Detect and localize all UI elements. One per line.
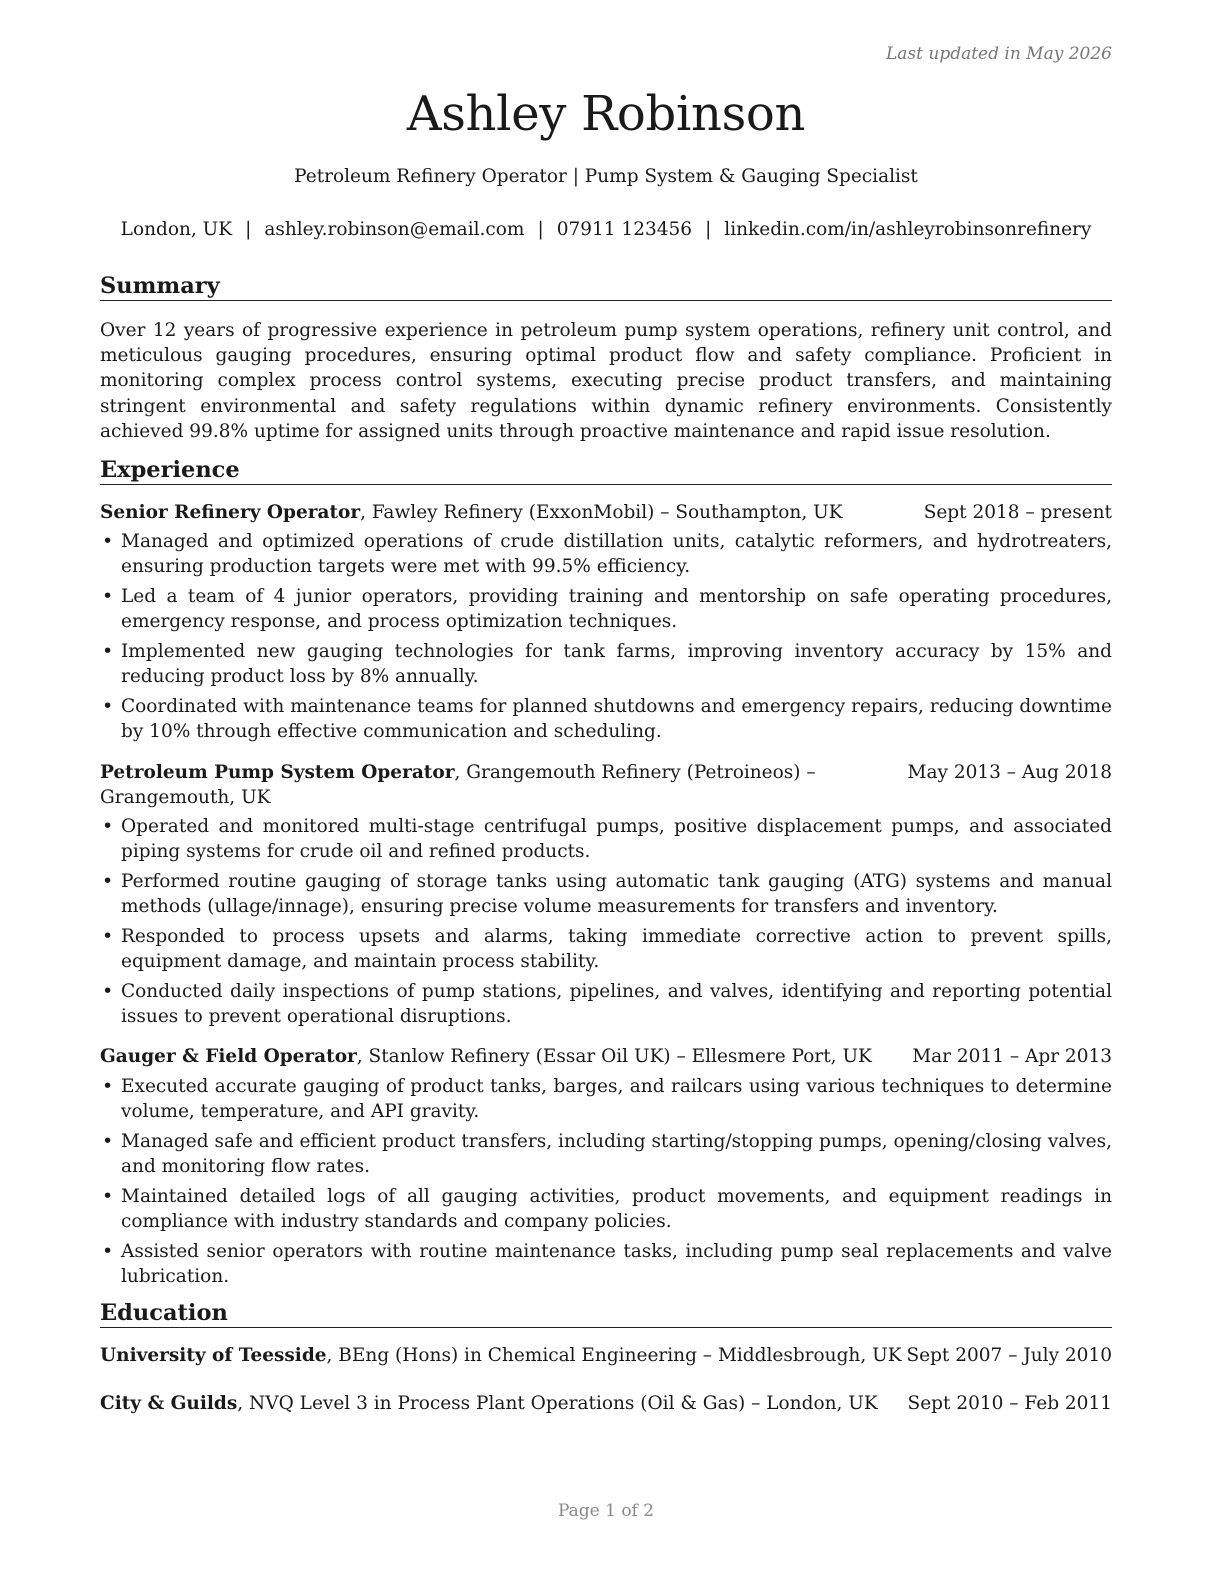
education-school: University of Teesside bbox=[100, 1345, 327, 1366]
job-role: Petroleum Pump System Operator bbox=[100, 761, 455, 783]
job-role: Gauger & Field Operator bbox=[100, 1046, 357, 1068]
contact-phone: 07911 123456 bbox=[556, 219, 693, 240]
contact-location: London, UK bbox=[120, 219, 233, 240]
education-entry bbox=[100, 1391, 1112, 1416]
job-org: , Grangemouth Refinery (Petroineos) – Grangemouth, UK bbox=[100, 761, 816, 808]
job-entry bbox=[100, 1044, 1112, 1289]
job-dates: Mar 2011 – Apr 2013 bbox=[912, 1046, 1112, 1068]
job-entry bbox=[100, 760, 1112, 1030]
education-detail: , NVQ Level 3 in Process Plant Operations (Oil & Gas) – London, UK bbox=[237, 1393, 878, 1415]
job-bullet: • Maintained detailed logs of all gauging activities, product movements, and equipment readings in compliance with industry standards and company policies. bbox=[100, 1184, 1112, 1234]
section-heading-education: Education bbox=[100, 1299, 1112, 1328]
job-header bbox=[100, 760, 1112, 810]
job-bullet: • Operated and monitored multi-stage centrifugal pumps, positive displacement pumps, and associated piping systems for crude oil and refined products. bbox=[100, 814, 1112, 864]
job-org: , Fawley Refinery (ExxonMobil) – Southampton, UK bbox=[360, 502, 843, 523]
education-detail: , BEng (Hons) in Chemical Engineering – Middlesbrough, UK bbox=[326, 1345, 902, 1366]
job-entry bbox=[100, 500, 1112, 745]
education-section bbox=[100, 1299, 1112, 1416]
job-header bbox=[100, 1044, 1112, 1069]
education-dates: Sept 2007 – July 2010 bbox=[906, 1345, 1112, 1366]
contact-separator: | bbox=[245, 219, 252, 240]
job-dates: May 2013 – Aug 2018 bbox=[907, 761, 1112, 783]
job-title-line bbox=[100, 500, 924, 525]
contact-line bbox=[100, 219, 1112, 240]
job-header bbox=[100, 500, 1112, 525]
job-bullets bbox=[100, 814, 1112, 1029]
education-title-line bbox=[100, 1391, 878, 1416]
contact-separator: | bbox=[537, 219, 544, 240]
job-bullet: • Managed and optimized operations of crude distillation units, catalytic reformers, and hydrotreaters, ensuring production targets were met with 99.5% efficiency. bbox=[100, 529, 1112, 579]
job-dates: Sept 2018 – present bbox=[923, 502, 1112, 523]
contact-linkedin[interactable]: linkedin.com/in/ashleyrobinsonrefinery bbox=[724, 219, 1092, 240]
summary-text: Over 12 years of progressive experience in petroleum pump system operations, refinery unit control, and meticulous gauging procedures, ensuring optimal product flow and safety compliance. Proficient in monitoring complex process control systems, executing precise product transfers, and maintaining stringent environmental and safety regulations within dynamic refinery environments. Consistently achieved 99.8% uptime for assigned units through proactive maintenance and rapid issue resolution. bbox=[100, 320, 1112, 442]
candidate-name: Ashley Robinson bbox=[406, 86, 806, 142]
section-heading-summary: Summary bbox=[100, 272, 1112, 301]
job-bullets bbox=[100, 1074, 1112, 1289]
job-bullet: • Led a team of 4 junior operators, providing training and mentorship on safe operating procedures, emergency response, and process optimization techniques. bbox=[100, 584, 1112, 634]
job-bullet: • Managed safe and efficient product transfers, including starting/stopping pumps, opening/closing valves, and monitoring flow rates. bbox=[100, 1129, 1112, 1179]
job-bullet: • Coordinated with maintenance teams for planned shutdowns and emergency repairs, reducing downtime by 10% through effective communication and scheduling. bbox=[100, 694, 1112, 744]
contact-email[interactable]: ashley.robinson@email.com bbox=[264, 219, 525, 240]
page-indicator: Page 1 of 2 bbox=[557, 1501, 655, 1521]
summary-section bbox=[100, 272, 1112, 444]
experience-section bbox=[100, 456, 1112, 1294]
job-org: , Stanlow Refinery (Essar Oil UK) – Ellesmere Port, UK bbox=[356, 1046, 872, 1068]
job-bullet: • Implemented new gauging technologies for tank farms, improving inventory accuracy by 15% and reducing product loss by 8% annually. bbox=[100, 639, 1112, 689]
resume-page bbox=[100, 0, 1112, 1584]
job-bullet: • Conducted daily inspections of pump stations, pipelines, and valves, identifying and reporting potential issues to prevent operational disruptions. bbox=[100, 979, 1112, 1029]
candidate-headline: Petroleum Refinery Operator | Pump System & Gauging Specialist bbox=[294, 166, 918, 187]
education-entry bbox=[100, 1343, 1112, 1368]
education-school: City & Guilds bbox=[100, 1393, 238, 1415]
contact-separator: | bbox=[705, 219, 712, 240]
job-bullet: • Responded to process upsets and alarms, taking immediate corrective action to prevent spills, equipment damage, and maintain process stability. bbox=[100, 924, 1112, 974]
job-bullet: • Assisted senior operators with routine maintenance tasks, including pump seal replacements and valve lubrication. bbox=[100, 1239, 1112, 1289]
job-title-line bbox=[100, 760, 908, 810]
education-dates: Sept 2010 – Feb 2011 bbox=[907, 1393, 1112, 1415]
job-bullet: • Performed routine gauging of storage tanks using automatic tank gauging (ATG) systems and manual methods (ullage/innage), ensuring precise volume measurements for transfers and inventory. bbox=[100, 869, 1112, 919]
job-bullets bbox=[100, 529, 1112, 744]
education-title-line bbox=[100, 1343, 902, 1368]
job-role: Senior Refinery Operator bbox=[100, 502, 361, 523]
job-title-line bbox=[100, 1044, 912, 1069]
job-bullet: • Executed accurate gauging of product tanks, barges, and railcars using various techniques to determine volume, temperature, and API gravity. bbox=[100, 1074, 1112, 1124]
last-updated-note: Last updated in May 2026 bbox=[885, 44, 1112, 64]
section-heading-experience: Experience bbox=[100, 456, 1112, 485]
